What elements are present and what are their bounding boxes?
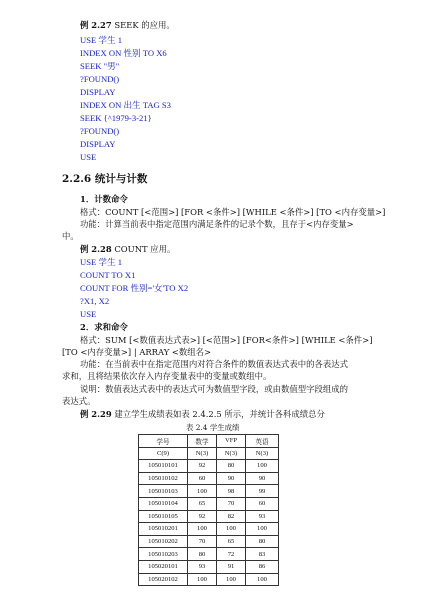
code-line: SEEK "男" <box>80 61 120 71</box>
table-row <box>139 460 279 473</box>
table-cell: 80 <box>217 460 246 473</box>
table-cell: 70 <box>217 497 246 510</box>
table-cell: 105010102 <box>139 472 188 485</box>
table-cell: 80 <box>188 548 217 561</box>
code-line: INDEX ON 出生 TAG S3 <box>80 100 171 110</box>
table-header-row <box>139 447 279 460</box>
table-caption: 表 2.4 学生成绩 <box>186 423 240 432</box>
code-line: DISPLAY <box>80 139 116 149</box>
table-cell: 90 <box>246 472 279 485</box>
table-cell: 82 <box>217 510 246 523</box>
code-line: ?X1, X2 <box>80 296 110 306</box>
code-line: COUNT FOR 性别='女'TO X2 <box>80 283 189 293</box>
sum-function: 功能：在当前表中在指定范围内对符合条件的数值表达式表中的各表达式 <box>80 359 348 369</box>
table-cell: 105020101 <box>139 560 188 573</box>
table-cell: 65 <box>217 535 246 548</box>
count-function: 功能：计算当前表中指定范围内满足条件的记录个数，且存于<内存变量> <box>80 219 354 229</box>
table-cell: 60 <box>246 497 279 510</box>
example-228-line <box>80 244 175 255</box>
section-heading: 2.2.6 统计与计数 <box>62 173 148 185</box>
example-229-text: 建立学生成绩表如表 2.4.2.5 所示，并统计各科成绩总分 <box>111 409 325 419</box>
sum-format: 格式：SUM [<数值表达式表>] [<范围>] [FOR<条件>] [WHILE <条件>] <box>80 335 373 345</box>
sum-note: 说明：数值表达式表中的表达式可为数值型字段，或由数值型字段组成的 <box>80 384 348 394</box>
table-cell: 100 <box>188 523 217 536</box>
count-function-cont: 中。 <box>62 231 79 241</box>
table-cell: 100 <box>188 573 217 586</box>
table-cell: 70 <box>188 535 217 548</box>
table-cell: 91 <box>217 560 246 573</box>
table-cell: 80 <box>246 535 279 548</box>
sum-heading: 2．求和命令 <box>80 322 128 332</box>
table-row <box>139 573 279 586</box>
code-line: USE <box>80 152 97 162</box>
table-cell: 英语 <box>246 435 279 448</box>
table-cell: VFP <box>217 435 246 448</box>
table-row <box>139 560 279 573</box>
code-line: COUNT TO X1 <box>80 270 136 280</box>
table-row <box>139 485 279 498</box>
example-229-line <box>80 409 325 420</box>
code-line: USE 学生 1 <box>80 35 123 45</box>
example-229-label: 例 2.29 <box>80 409 112 419</box>
table-row <box>139 510 279 523</box>
table-cell: 数学 <box>188 435 217 448</box>
code-line: USE <box>80 309 97 319</box>
table-row <box>139 535 279 548</box>
table-cell: 105010103 <box>139 485 188 498</box>
table-cell: 99 <box>246 485 279 498</box>
table-cell: C(9) <box>139 447 188 460</box>
table-cell: 60 <box>188 472 217 485</box>
table-cell: 100 <box>188 485 217 498</box>
table-cell: 92 <box>188 510 217 523</box>
table-cell: 105010101 <box>139 460 188 473</box>
example-228-text: COUNT 应用。 <box>111 244 176 254</box>
table-cell: 100 <box>246 573 279 586</box>
table-cell: 100 <box>246 460 279 473</box>
scores-table <box>138 434 279 586</box>
table-cell: 100 <box>246 523 279 536</box>
code-line: DISPLAY <box>80 87 116 97</box>
table-cell: 100 <box>217 573 246 586</box>
table-header-row <box>139 435 279 448</box>
table-cell: N(3) <box>217 447 246 460</box>
example-227-line <box>80 20 175 31</box>
sum-format-cont: [TO <内存变量>] | ARRAY <数组名> <box>62 347 212 357</box>
table-cell: 93 <box>246 510 279 523</box>
count-heading: 1．计数命令 <box>80 194 128 204</box>
sum-function-cont: 求和，且将结果依次存入内存变量表中的变量或数组中。 <box>62 371 272 381</box>
table-cell: 98 <box>217 485 246 498</box>
table-cell: 100 <box>217 523 246 536</box>
table-cell: 105020102 <box>139 573 188 586</box>
table-cell: 90 <box>217 472 246 485</box>
code-line: ?FOUND() <box>80 126 120 136</box>
table-cell: 105010203 <box>139 548 188 561</box>
table-cell: 92 <box>188 460 217 473</box>
table-row <box>139 548 279 561</box>
table-cell: 93 <box>188 560 217 573</box>
table-cell: 105010202 <box>139 535 188 548</box>
table-row <box>139 472 279 485</box>
table-cell: 86 <box>246 560 279 573</box>
table-cell: 72 <box>217 548 246 561</box>
table-cell: N(3) <box>246 447 279 460</box>
sum-note-cont: 表达式。 <box>62 396 96 406</box>
table-cell: 65 <box>188 497 217 510</box>
table-cell: 83 <box>246 548 279 561</box>
table-row <box>139 523 279 536</box>
example-227-text: SEEK 的应用。 <box>111 20 175 30</box>
example-227-label: 例 2.27 <box>80 20 112 30</box>
table-cell: 105010201 <box>139 523 188 536</box>
table-row <box>139 497 279 510</box>
table-cell: 105010105 <box>139 510 188 523</box>
table-cell: 105010104 <box>139 497 188 510</box>
code-line: INDEX ON 性别 TO X6 <box>80 48 167 58</box>
table-cell: 学号 <box>139 435 188 448</box>
code-line: USE 学生 1 <box>80 257 123 267</box>
code-line: ?FOUND() <box>80 74 120 84</box>
code-line: SEEK {^1979-3-21} <box>80 113 152 123</box>
scores-table-body <box>139 435 279 586</box>
example-228-label: 例 2.28 <box>80 244 112 254</box>
table-cell: N(3) <box>188 447 217 460</box>
count-format: 格式：COUNT [<范围>] [FOR <条件>] [WHILE <条件>] [TO <内存变量>] <box>80 207 386 217</box>
